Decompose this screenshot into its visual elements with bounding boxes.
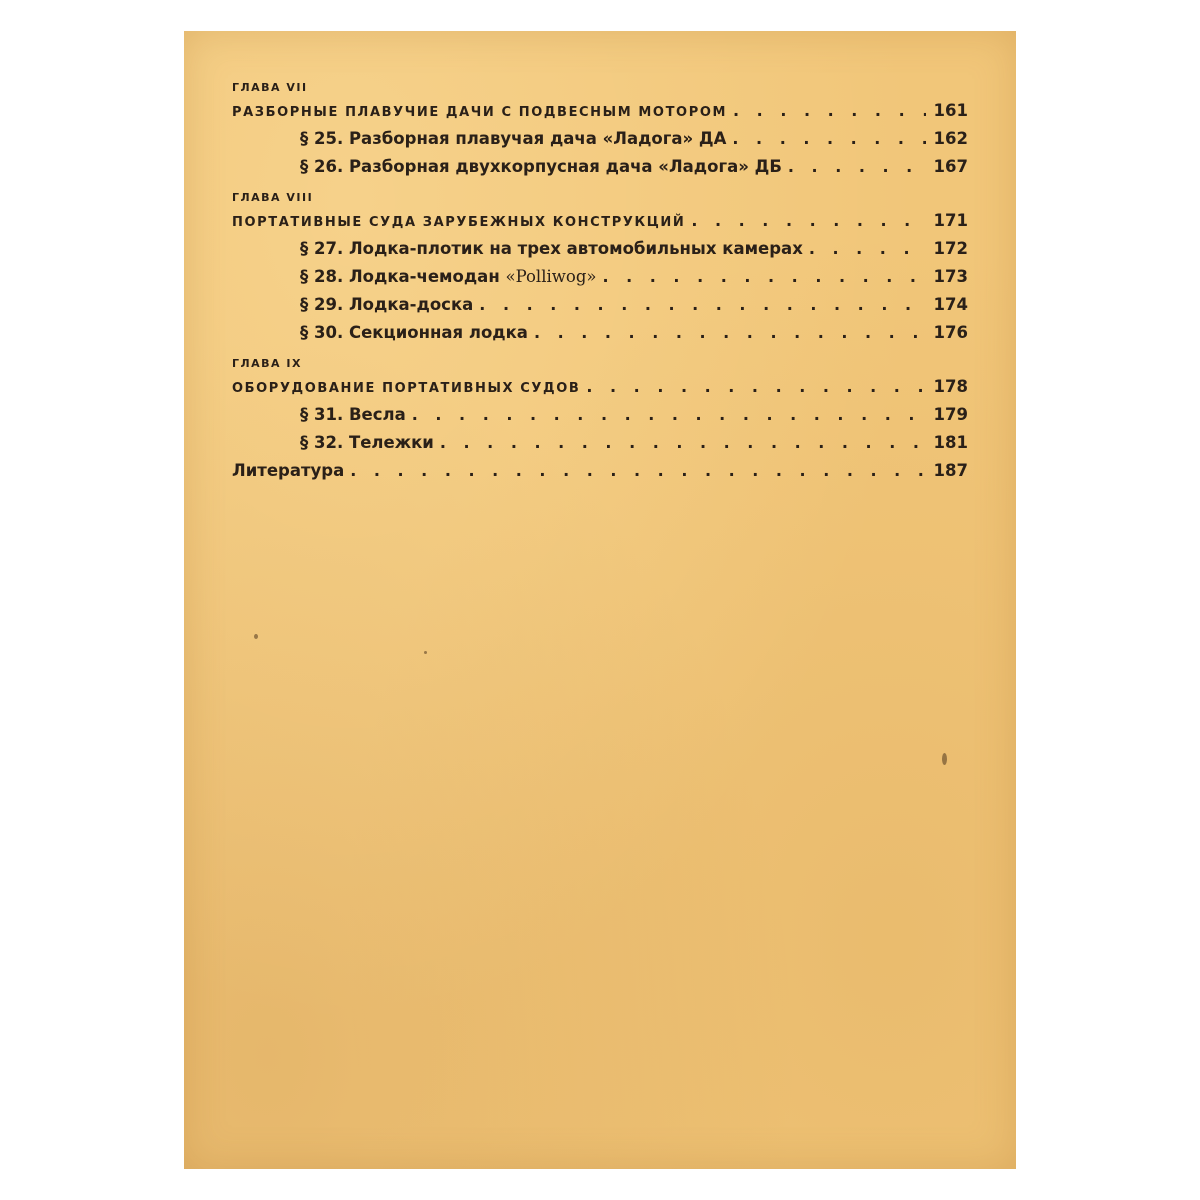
table-of-contents [232, 77, 968, 485]
page-number: 178 [933, 377, 968, 396]
section-title-brand: «Polliwog» [505, 267, 597, 286]
page-number: 181 [933, 433, 968, 452]
toc-section-entry [232, 153, 968, 181]
dot-leader [586, 373, 926, 401]
chapter-title: ПОРТАТИВНЫЕ СУДА ЗАРУБЕЖНЫХ КОНСТРУКЦИЙ [232, 215, 686, 230]
toc-section-entry [232, 291, 968, 319]
section-title: § 31. Весла [300, 405, 406, 424]
dot-leader [733, 97, 926, 125]
toc-chapter-entry [232, 207, 968, 235]
page-number: 167 [933, 157, 968, 176]
dot-leader [350, 457, 926, 485]
section-title: § 30. Секционная лодка [300, 323, 528, 342]
chapter-title: РАЗБОРНЫЕ ПЛАВУЧИЕ ДАЧИ С ПОДВЕСНЫМ МОТОРОМ [232, 105, 728, 120]
paper-speck [254, 634, 258, 639]
section-title: § 32. Тележки [300, 433, 434, 452]
toc-section-entry [232, 125, 968, 153]
chapter-title: ОБОРУДОВАНИЕ ПОРТАТИВНЫХ СУДОВ [232, 381, 581, 396]
chapter-label: ГЛАВА VII [232, 81, 308, 94]
toc-section-entry [232, 401, 968, 429]
chapter-label: ГЛАВА VIII [232, 191, 314, 204]
section-title: § 26. Разборная двухкорпусная дача «Ладога» ДБ [300, 157, 782, 176]
page-number: 162 [933, 129, 968, 148]
page-number: 179 [933, 405, 968, 424]
book-page [184, 31, 1016, 1169]
dot-leader [412, 401, 926, 429]
paper-speck [424, 651, 427, 654]
paper-speck [942, 753, 947, 765]
section-title: § 29. Лодка-доска [300, 295, 474, 314]
section-title-main: § 28. Лодка-чемодан [300, 267, 500, 286]
page-number: 174 [933, 295, 968, 314]
references-title: Литература [232, 461, 345, 480]
toc-section-entry [232, 263, 968, 291]
dot-leader [479, 291, 926, 319]
dot-leader [732, 125, 926, 153]
page-number: 173 [933, 267, 968, 286]
chapter-label: ГЛАВА IX [232, 357, 302, 370]
toc-section-entry [232, 235, 968, 263]
section-title: § 25. Разборная плавучая дача «Ладога» ДА [300, 129, 727, 148]
toc-section-entry [232, 429, 968, 457]
dot-leader [788, 153, 926, 181]
dot-leader [534, 319, 926, 347]
section-title: § 27. Лодка-плотик на трех автомобильных камерах [300, 239, 803, 258]
page-number: 176 [933, 323, 968, 342]
toc-references-entry [232, 457, 968, 485]
toc-chapter-entry [232, 373, 968, 401]
dot-leader [691, 207, 926, 235]
page-number: 172 [933, 239, 968, 258]
dot-leader [809, 235, 926, 263]
dot-leader [440, 429, 926, 457]
page-number: 171 [933, 211, 968, 230]
dot-leader [602, 263, 926, 291]
toc-section-entry [232, 319, 968, 347]
page-number: 161 [933, 101, 968, 120]
page-number: 187 [933, 461, 968, 480]
section-title [300, 263, 596, 291]
toc-chapter-entry [232, 97, 968, 125]
